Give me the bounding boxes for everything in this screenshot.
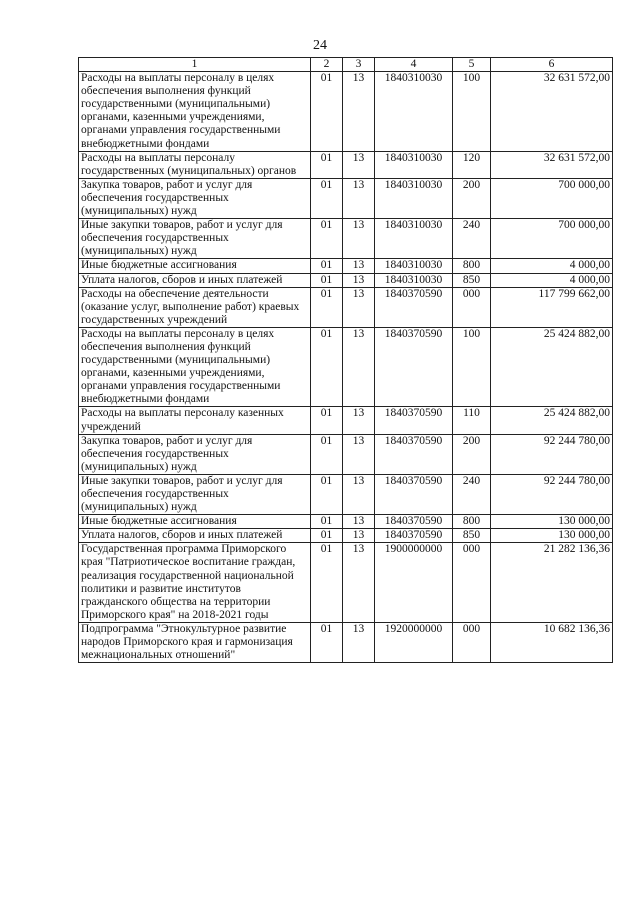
row-name: Иные закупки товаров, работ и услуг для обеспечения государственных (муниципальных) нужд [79,219,311,259]
row-expense-type: 000 [453,622,491,662]
row-section-code: 01 [311,72,343,152]
row-target-article: 1840370590 [375,327,453,407]
row-section-code: 01 [311,622,343,662]
row-amount: 4 000,00 [491,273,613,287]
row-amount: 117 799 662,00 [491,287,613,327]
row-target-article: 1840370590 [375,434,453,474]
row-target-article: 1840370590 [375,287,453,327]
row-amount: 32 631 572,00 [491,72,613,152]
row-section-code: 01 [311,273,343,287]
row-name: Расходы на выплаты персоналу в целях обеспечения выполнения функций государственными (муниципальными) органами, казенными учреждениями, органами управления государственными внебюджетными фондами [79,327,311,407]
table-row [79,543,613,623]
row-expense-type: 850 [453,529,491,543]
row-name: Иные бюджетные ассигнования [79,259,311,273]
row-amount: 130 000,00 [491,515,613,529]
row-name: Иные закупки товаров, работ и услуг для обеспечения государственных (муниципальных) нужд [79,474,311,514]
row-expense-type: 240 [453,219,491,259]
row-section-code: 01 [311,259,343,273]
budget-table [78,57,613,663]
row-section-code: 01 [311,407,343,434]
row-target-article: 1840310030 [375,151,453,178]
row-expense-type: 850 [453,273,491,287]
row-amount: 92 244 780,00 [491,434,613,474]
row-subsection-code: 13 [343,407,375,434]
header-col-6: 6 [491,58,613,72]
row-name: Расходы на обеспечение деятельности (оказание услуг, выполнение работ) краевых государственных учреждений [79,287,311,327]
row-expense-type: 800 [453,259,491,273]
table-row [79,434,613,474]
row-subsection-code: 13 [343,543,375,623]
row-section-code: 01 [311,529,343,543]
page-number: 24 [313,38,327,53]
row-target-article: 1840370590 [375,407,453,434]
row-subsection-code: 13 [343,622,375,662]
row-target-article: 1840370590 [375,515,453,529]
row-section-code: 01 [311,151,343,178]
table-row [79,327,613,407]
row-target-article: 1840370590 [375,474,453,514]
row-target-article: 1840310030 [375,273,453,287]
row-subsection-code: 13 [343,434,375,474]
row-expense-type: 240 [453,474,491,514]
row-amount: 25 424 882,00 [491,327,613,407]
table-row [79,219,613,259]
row-name: Иные бюджетные ассигнования [79,515,311,529]
row-expense-type: 800 [453,515,491,529]
row-amount: 130 000,00 [491,529,613,543]
table-row [79,529,613,543]
row-section-code: 01 [311,219,343,259]
row-name: Закупка товаров, работ и услуг для обеспечения государственных (муниципальных) нужд [79,178,311,218]
row-target-article: 1840310030 [375,72,453,152]
table-row [79,151,613,178]
row-subsection-code: 13 [343,273,375,287]
row-amount: 700 000,00 [491,178,613,218]
row-subsection-code: 13 [343,287,375,327]
row-target-article: 1840310030 [375,259,453,273]
row-subsection-code: 13 [343,474,375,514]
row-amount: 92 244 780,00 [491,474,613,514]
table-row [79,72,613,152]
row-expense-type: 200 [453,178,491,218]
row-section-code: 01 [311,515,343,529]
table-row [79,622,613,662]
row-target-article: 1840310030 [375,178,453,218]
row-name: Уплата налогов, сборов и иных платежей [79,529,311,543]
row-subsection-code: 13 [343,151,375,178]
row-section-code: 01 [311,434,343,474]
row-expense-type: 000 [453,287,491,327]
row-expense-type: 120 [453,151,491,178]
header-col-3: 3 [343,58,375,72]
row-name: Государственная программа Приморского края "Патриотическое воспитание граждан, реализация государственной национальной политики и развитие институтов гражданского общества на территории Приморского края" на 2018-2021 годы [79,543,311,623]
row-name: Расходы на выплаты персоналу государственных (муниципальных) органов [79,151,311,178]
row-section-code: 01 [311,287,343,327]
row-name: Расходы на выплаты персоналу в целях обеспечения выполнения функций государственными (муниципальными) органами, казенными учреждениями, органами управления государственными внебюджетными фондами [79,72,311,152]
row-name: Уплата налогов, сборов и иных платежей [79,273,311,287]
row-target-article: 1840370590 [375,529,453,543]
row-expense-type: 200 [453,434,491,474]
header-col-4: 4 [375,58,453,72]
row-expense-type: 000 [453,543,491,623]
table-row [79,287,613,327]
row-subsection-code: 13 [343,72,375,152]
table-row [79,515,613,529]
row-section-code: 01 [311,543,343,623]
row-subsection-code: 13 [343,529,375,543]
row-subsection-code: 13 [343,515,375,529]
header-col-1: 1 [79,58,311,72]
row-expense-type: 110 [453,407,491,434]
header-col-5: 5 [453,58,491,72]
row-amount: 4 000,00 [491,259,613,273]
row-section-code: 01 [311,178,343,218]
row-amount: 10 682 136,36 [491,622,613,662]
row-name: Закупка товаров, работ и услуг для обеспечения государственных (муниципальных) нужд [79,434,311,474]
row-subsection-code: 13 [343,327,375,407]
row-subsection-code: 13 [343,219,375,259]
row-subsection-code: 13 [343,178,375,218]
row-expense-type: 100 [453,72,491,152]
row-subsection-code: 13 [343,259,375,273]
table-row [79,474,613,514]
header-col-2: 2 [311,58,343,72]
row-section-code: 01 [311,327,343,407]
row-target-article: 1900000000 [375,543,453,623]
row-amount: 21 282 136,36 [491,543,613,623]
row-amount: 700 000,00 [491,219,613,259]
row-name: Расходы на выплаты персоналу казенных учреждений [79,407,311,434]
row-section-code: 01 [311,474,343,514]
row-target-article: 1840310030 [375,219,453,259]
table-row [79,273,613,287]
table-row [79,178,613,218]
table-row [79,407,613,434]
table-header-row [79,58,613,72]
row-target-article: 1920000000 [375,622,453,662]
row-expense-type: 100 [453,327,491,407]
row-amount: 25 424 882,00 [491,407,613,434]
row-name: Подпрограмма "Этнокультурное развитие народов Приморского края и гармонизация межнациональных отношений" [79,622,311,662]
table-row [79,259,613,273]
row-amount: 32 631 572,00 [491,151,613,178]
